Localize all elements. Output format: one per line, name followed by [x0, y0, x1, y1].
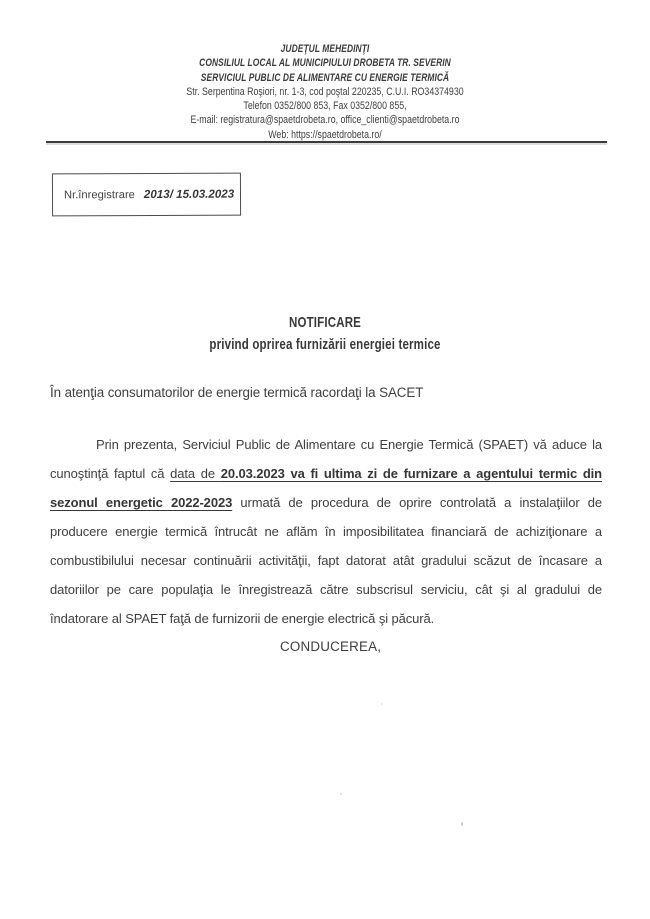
document-subtitle: privind oprirea furnizării energiei termice: [209, 336, 441, 353]
body-paragraph: [50, 430, 602, 633]
scan-speck: [461, 822, 463, 826]
scan-speck: [340, 793, 342, 795]
registration-box: [52, 173, 241, 217]
letterhead-divider: [46, 141, 607, 143]
letterhead-phone: Telefon 0352/800 853, Fax 0352/800 855,: [243, 100, 407, 113]
title-block: [0, 313, 650, 356]
body-lead-text: Prin prezenta, Serviciul Public de Alimentare cu Energie Termică (SPAET) vă aduce la cunoştinţă faptul că: [50, 437, 602, 481]
letterhead-council: CONSILIUL LOCAL AL MUNICIPIULUI DROBETA TR. SEVERIN: [199, 57, 451, 70]
scan-speck: [381, 703, 383, 705]
registration-number: 2013/ 15.03.2023: [143, 187, 235, 202]
letterhead: [0, 42, 650, 142]
registration-label: Nr.înregistrare: [63, 188, 135, 201]
letterhead-web: Web: https://spaetdrobeta.ro/: [268, 128, 382, 141]
body-underlined-text: data de: [170, 466, 221, 481]
letterhead-county: JUDEŢUL MEHEDINŢI: [280, 43, 370, 55]
letterhead-address: Str. Serpentina Roşiori, nr. 1-3, cod poştal 220235, C.U.I. RO34374930: [186, 85, 464, 98]
body-content: [50, 430, 602, 654]
document-title: NOTIFICARE: [288, 315, 362, 331]
letterhead-service: SERVICIUL PUBLIC DE ALIMENTARE CU ENERGIE TERMICĂ: [200, 71, 450, 84]
signature-line: CONDUCEREA,: [280, 639, 382, 654]
letterhead-email: E-mail: registratura@spaetdrobeta.ro, office_clienti@spaetdrobeta.ro: [190, 114, 460, 127]
body-underlined-bold-text: 20.03.2023 va fi ultima zi de furnizare a agentului termic din sezonul energetic 2022-2023: [50, 466, 603, 510]
body-tail-text: urmată de procedura de oprire controlată a instalaţiilor de producere energie termică întrucât ne aflăm în imposibilitatea financiară de achiziţionare a combustibilului necesar continuării activităţii, fapt datorat atât gradului scăzut de încasare a datoriilor pe care populaţia le înregistrează către subscrisul serviciu, cât şi al gradului de îndatorare al SPAET faţă de furnizorii de energie electrică şi păcură.: [50, 495, 603, 626]
salutation-line: În atenţia consumatorilor de energie termică racordaţi la SACET: [50, 385, 424, 400]
